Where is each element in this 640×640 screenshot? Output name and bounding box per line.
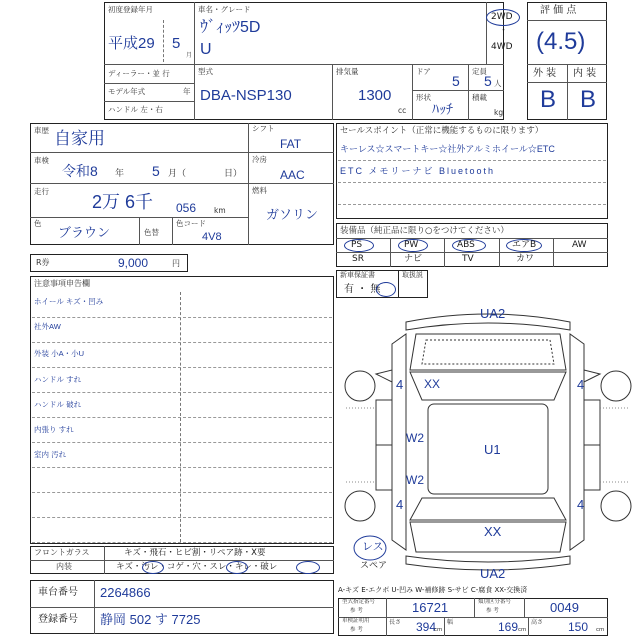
doors: 5 xyxy=(452,73,460,89)
equip-abs: ABS xyxy=(457,240,475,250)
recycle-unit: 円 xyxy=(172,259,180,268)
drive-4wd: 4WD xyxy=(491,42,513,52)
recycle-box xyxy=(30,254,188,272)
note-item-6: 内張り すれ xyxy=(34,425,74,434)
first-reg-month-unit: 月 xyxy=(186,52,193,59)
stats-height-label: 高さ xyxy=(531,619,544,626)
diag-rear-mark: XX xyxy=(484,524,502,539)
stats-height-unit: cm xyxy=(596,627,605,633)
color-swap-label: 色替 xyxy=(144,228,159,237)
shape-label: 形状 xyxy=(416,93,431,102)
color-value: ブラウン xyxy=(58,225,111,240)
diag-right-wheel-front: 4 xyxy=(577,377,585,392)
interior-rub-circle xyxy=(226,561,248,574)
doors-label: ドア xyxy=(416,67,431,76)
drive-2wd: 2WD xyxy=(491,12,513,22)
notes-ruled-line xyxy=(32,492,332,493)
first-reg-label: 初度登録年月 xyxy=(108,5,153,14)
shift-label: シフト xyxy=(252,124,275,133)
interior-cond-label: 内装 xyxy=(56,562,72,571)
exterior-label: 外 装 xyxy=(533,68,557,79)
ac-value: AAC xyxy=(280,168,305,182)
fuel-value: ガソリン xyxy=(266,207,319,222)
equip-airbag: エアB xyxy=(512,240,537,250)
rating-value: (4.5) xyxy=(536,28,586,55)
sales-points-line1: キーレス☆スマートキー☆社外アルミホイール☆ETC xyxy=(340,144,555,154)
recycle-label: R券 xyxy=(36,258,50,267)
first-reg-era: 平成29 xyxy=(108,35,155,52)
recycle-amount: 9,000 xyxy=(118,256,149,270)
equip-sr: SR xyxy=(352,254,364,264)
windshield-label: フロントガラス xyxy=(34,548,90,557)
cc-unit: cc xyxy=(398,106,407,115)
diag-left-wheel-front: 4 xyxy=(396,377,404,392)
diag-spare-label: スペア xyxy=(360,561,388,571)
year-unit: 年 xyxy=(183,87,191,96)
notes-ruled-line xyxy=(32,317,332,318)
notes-ruled-line xyxy=(32,517,332,518)
diag-front-top: UA2 xyxy=(480,306,506,321)
capacity-label: 定員 xyxy=(472,67,487,76)
stats-r1-value2: 0049 xyxy=(550,600,579,615)
grade: U xyxy=(200,41,212,58)
note-item-5: ハンドル 破れ xyxy=(34,400,82,409)
capacity: 5 xyxy=(484,73,492,89)
mileage-sub: 056 xyxy=(176,201,197,215)
notes-ruled-line xyxy=(32,542,332,543)
diag-left-side-lower: W2 xyxy=(406,473,424,487)
notes-ruled-line xyxy=(32,367,332,368)
stats-width-label: 幅 xyxy=(447,619,454,626)
car-name: ｳﾞｨｯﾂ5D xyxy=(200,19,261,36)
plate-number: 静岡 502 す 7725 xyxy=(100,612,201,627)
load-label: 積載 xyxy=(472,93,487,102)
inspection-month: 5 xyxy=(152,163,160,179)
interior-options: キズ・汚レ・コゲ・穴・スレ・キレ・破レ xyxy=(116,562,278,572)
note-item-4: ハンドル すれ xyxy=(34,375,82,384)
color-code: 4V8 xyxy=(202,231,222,243)
inspection-era: 令和8 xyxy=(62,163,98,179)
diag-rear-bottom: UA2 xyxy=(480,566,506,581)
stats-length-unit: cm xyxy=(434,627,443,633)
notes-ruled-line xyxy=(32,392,332,393)
equip-navi: ナビ xyxy=(404,254,423,264)
equip-leather: カワ xyxy=(516,254,535,264)
persons-unit: 人 xyxy=(494,79,502,88)
diag-left-front-mark: XX xyxy=(424,377,441,391)
note-item-7: 室内 汚れ xyxy=(34,450,67,459)
manual-label: 取扱説 xyxy=(402,271,423,279)
color-label: 色 xyxy=(34,219,42,228)
stats-width: 169 xyxy=(498,620,519,634)
model-type: DBA-NSP130 xyxy=(200,87,292,104)
diag-left-side-upper: W2 xyxy=(406,431,424,445)
plate-label: 登録番号 xyxy=(38,614,78,625)
interior-grade: B xyxy=(580,86,597,113)
use-value: 自家用 xyxy=(54,129,105,148)
notes-ruled-line xyxy=(32,442,332,443)
stats-height: 150 xyxy=(568,620,589,634)
chassis-label: 車台番号 xyxy=(38,587,78,598)
model-type-label: 型式 xyxy=(198,67,213,76)
displacement: 1300 xyxy=(358,87,392,104)
note-item-2: 社外AW xyxy=(34,322,61,331)
mileage-label: 走行 xyxy=(34,187,49,196)
mileage-main: 2万 6千 xyxy=(92,192,154,212)
warranty-none-circle xyxy=(376,282,396,297)
car-name-label: 車名・グレード xyxy=(198,5,251,14)
ac-label: 冷房 xyxy=(252,155,267,164)
equip-pw: PW xyxy=(404,240,419,250)
note-item-3: 外装 小A・小U xyxy=(34,349,85,358)
sales-points-line2: ETC メモリーナビ Bluetooth xyxy=(340,166,496,176)
rating-label: 評 価 点 xyxy=(540,5,577,16)
inspection-label: 車検 xyxy=(34,156,49,165)
interior-label: 内 装 xyxy=(573,68,597,79)
shape: ﾊｯﾁ xyxy=(432,101,453,117)
handle-label: ハンドル 左・右 xyxy=(108,105,163,114)
stats-r2-label2: 参 考 xyxy=(350,627,363,633)
use-label: 車歴 xyxy=(34,126,49,135)
displacement-label: 排気量 xyxy=(336,67,359,76)
diag-left-wheel-rear: 4 xyxy=(396,497,404,512)
stats-r1-label1: 型式指定番号 xyxy=(342,599,376,605)
notes-ruled-line xyxy=(32,342,332,343)
dealer-label: ディーラー・並 行 xyxy=(108,69,170,78)
exterior-grade: B xyxy=(540,86,557,113)
diag-roof: U1 xyxy=(484,442,501,457)
stats-r1-value1: 16721 xyxy=(412,600,449,615)
color-code-label: 色コード xyxy=(176,219,206,228)
stats-r1-label3: 類別区分番号 xyxy=(478,599,512,605)
kg-unit: kg xyxy=(494,108,504,117)
stats-r2-label1: 車検証明用 xyxy=(342,618,370,624)
inspection-day-unit: 日） xyxy=(224,169,243,179)
interior-dirty-circle xyxy=(142,561,164,574)
shift-value: FAT xyxy=(280,137,302,151)
warranty-value: 有 ・ 無 xyxy=(344,284,381,295)
km-unit: km xyxy=(214,206,226,215)
stats-length-label: 長さ xyxy=(389,619,402,626)
inspection-year-unit: 年 xyxy=(115,169,125,179)
equipment-title: 装備品（純正品に限り○をつけてください） xyxy=(340,226,509,236)
diag-right-wheel-rear: 4 xyxy=(577,497,585,512)
notes-ruled-line xyxy=(32,417,332,418)
sales-points-title: セールスポイント（正常に機能するものに限ります） xyxy=(340,126,544,136)
stats-r1-label2: 参 考 xyxy=(350,608,363,614)
note-item-1: ホイール キズ・凹み xyxy=(34,297,104,306)
interior-tear-circle xyxy=(296,561,320,574)
first-reg-month: 5 xyxy=(172,35,181,52)
notes-ruled-line xyxy=(32,467,332,468)
stats-length: 394 xyxy=(416,620,437,634)
equip-aw: AW xyxy=(572,240,587,250)
damage-legend: A-キズ E-エクボ U-凹み W-補修跡 S-サビ C-腐食 XX-交換済 xyxy=(338,586,528,594)
equip-ps: PS xyxy=(351,240,363,250)
stats-r1-label4: 参 考 xyxy=(486,608,499,614)
warranty-label: 新車保証書 xyxy=(340,271,375,279)
diag-spare-circle: レス xyxy=(362,541,384,553)
notes-title: 注意事項申告欄 xyxy=(34,279,90,288)
stats-width-unit: cm xyxy=(518,627,527,633)
equip-tv: TV xyxy=(462,254,474,264)
drive-dot: ・ xyxy=(499,26,509,36)
windshield-options: キズ・飛石・ヒビ割・リペア跡・X要 xyxy=(124,548,266,558)
inspection-month-unit: 月（ xyxy=(168,169,187,179)
fuel-label: 燃料 xyxy=(252,186,267,195)
chassis-number: 2264866 xyxy=(100,585,151,600)
model-year-label: モデル年式 xyxy=(108,87,146,96)
